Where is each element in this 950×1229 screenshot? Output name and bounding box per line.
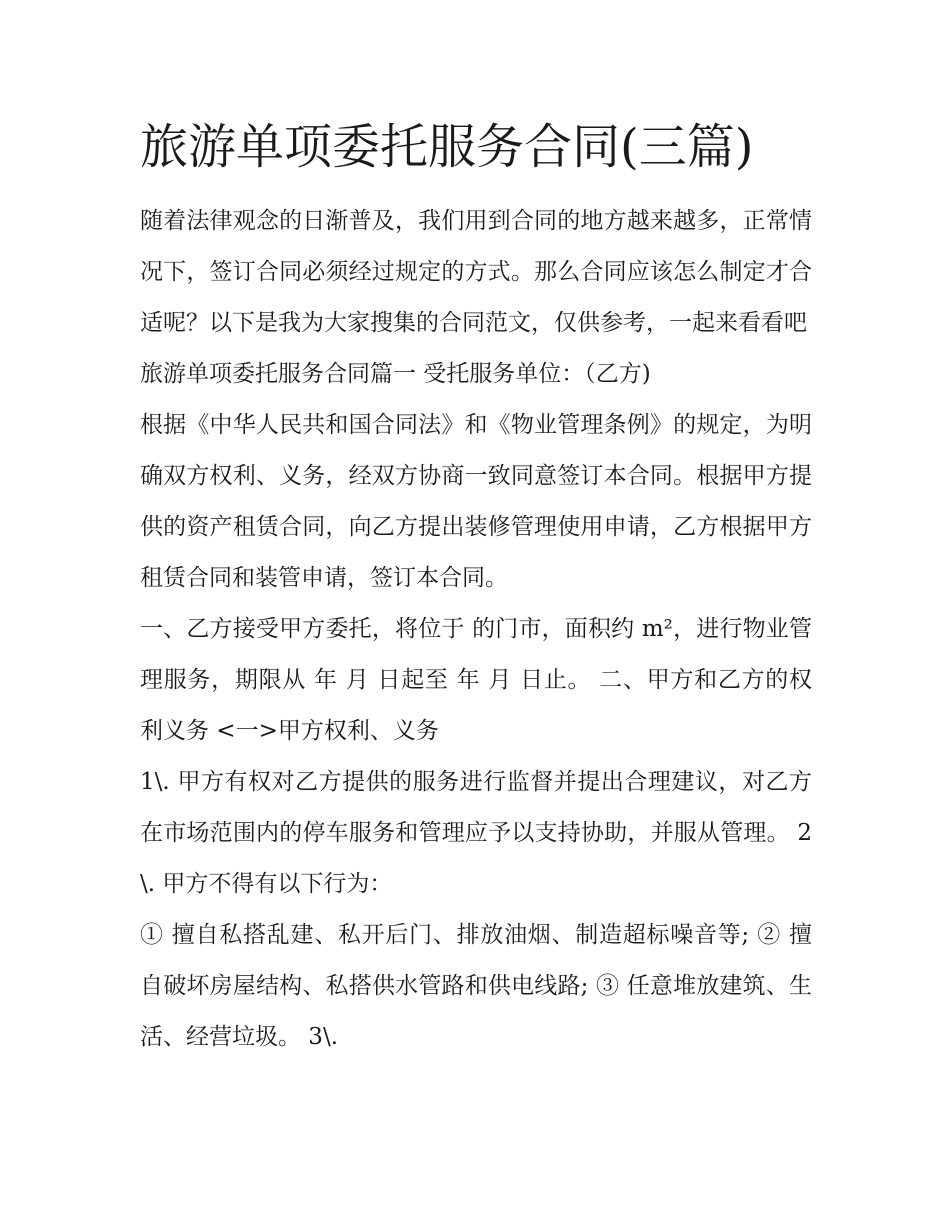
- party-a-rights-paragraph: 1\. 甲方有权对乙方提供的服务进行监督并提出合理建议，对乙方在市场范围内的停车服务和管理应予以支持协助，并服从管理。 2\. 甲方不得有以下行为：: [140, 769, 812, 897]
- section-heading-paragraph: 旅游单项委托服务合同篇一 受托服务单位：（乙方): [140, 361, 651, 387]
- document-body: [140, 196, 812, 1063]
- intro-paragraph: 随着法律观念的日渐普及，我们用到合同的地方越来越多，正常情况下，签订合同必须经过规定的方式。那么合同应该怎么制定才合适呢？以下是我为大家搜集的合同范文，仅供参考，一起来看看吧: [140, 208, 812, 336]
- prohibited-acts-paragraph: ① 擅自私搭乱建、私开后门、排放油烟、制造超标噪音等; ② 擅自破坏房屋结构、私搭供水管路和供电线路; ③ 任意堆放建筑、生活、经营垃圾。 3\.: [140, 922, 812, 1050]
- clause-one-paragraph: 一、乙方接受甲方委托，将位于 的门市，面积约 m²，进行物业管理服务，期限从 年 月 日起至 年 月 日止。 二、甲方和乙方的权利义务 <一>甲方权利、义务: [140, 616, 812, 744]
- basis-paragraph: 根据《中华人民共和国合同法》和《物业管理条例》的规定，为明确双方权利、义务，经双方协商一致同意签订本合同。根据甲方提供的资产租赁合同，向乙方提出装修管理使用申请，乙方根据甲方租赁合同和装管申请，签订本合同。: [140, 412, 812, 591]
- document-title: 旅游单项委托服务合同(三篇): [140, 119, 754, 175]
